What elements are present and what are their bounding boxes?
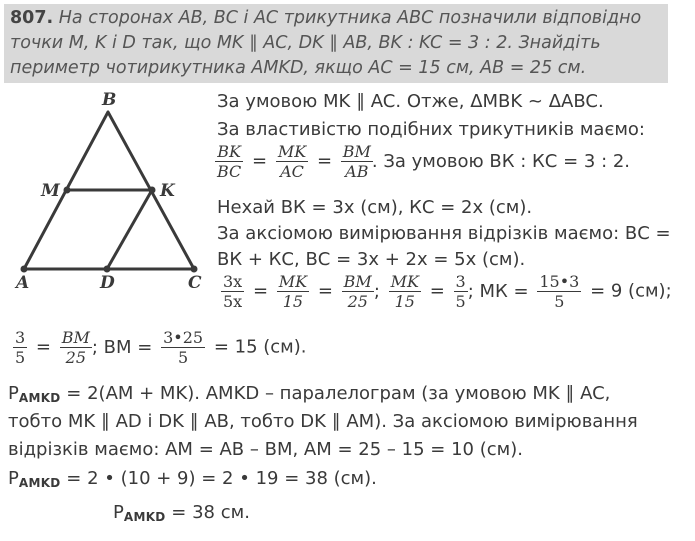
fraction-bk-bc: $\frac{BK}{BC}$ <box>217 142 242 181</box>
problem-number: 807. <box>10 8 54 28</box>
solution-line-4: Нехай ВК = 3x (см), КС = 2x (см). <box>217 197 533 218</box>
solution-line-5: За аксіомою вимірювання відрізків маємо: ВС = <box>217 223 671 244</box>
fraction-mk-ac: $\frac{MK}{AC}$ <box>277 142 307 181</box>
solution-ratio-row-1: $\frac{3x}{5x}$ = $\frac{MK}{15}$ = $\frac{BM}{25}$ ; $\frac{MK}{15}$ = $\frac{3}{5}$ ; МК = $\frac{15•3}{5}$ = 9 (см); <box>223 272 672 311</box>
label-c: C <box>188 273 202 288</box>
solution-line-1: За умовою MK ∥ AC. Отже, ΔMBK ~ ΔABC. <box>217 91 604 112</box>
solution-line-p2: тобто MK ∥ AD і DK ∥ AB, тобто DK ∥ AM). За аксіомою вимірювання <box>8 411 638 432</box>
solution-line-2: За властивістю подібних трикутників маємо: <box>217 119 645 140</box>
point-c <box>191 266 198 273</box>
perimeter-formula-line: $P_{AMKD} = 2(AM + MK)$. AMKD – паралелограм (за умовою MK ∥ AC, <box>8 383 611 405</box>
problem-statement <box>4 4 668 83</box>
solution-line-6: ВК + КС, ВС = 3x + 2x = 5x (см). <box>217 249 526 270</box>
segment-dk <box>107 190 152 269</box>
fraction-mk-15-b: $\frac{MK}{15}$ <box>390 272 419 311</box>
solution-ratio-row-2: $\frac{3}{5}$ = $\frac{BM}{25}$ ; ВМ = $\frac{3•25}{5}$ = 15 (см). <box>15 328 307 367</box>
point-d <box>104 266 111 273</box>
perimeter-calc-line: $P_{AMKD} = 2$ • (10 + 9) = 2 • 19 = 38 (см). <box>8 468 377 490</box>
fraction-3x25-5: $\frac{3•25}{5}$ <box>163 328 204 367</box>
label-k: K <box>160 181 175 201</box>
problem-line-3: периметр чотирикутника AMKD, якщо AC = 15 см, AB = 25 см. <box>10 58 587 78</box>
label-m: M <box>41 181 60 201</box>
point-k <box>149 187 156 194</box>
fraction-3x-5x: $\frac{3x}{5x}$ <box>223 272 243 311</box>
label-a: A <box>16 273 30 288</box>
point-m <box>64 187 71 194</box>
fraction-bm-25-b: $\frac{BM}{25}$ <box>61 328 90 367</box>
fraction-3-5: $\frac{3}{5}$ <box>455 272 466 311</box>
fraction-3-5-b: $\frac{3}{5}$ <box>15 328 26 367</box>
solution-line-p3: відрізків маємо: AM = AB – BM, AM = 25 – 15 = 10 (см). <box>8 439 523 460</box>
problem-line-1: 807. На сторонах AB, BC і AC трикутника ABC позначили відповідно <box>10 8 642 28</box>
answer-line: $P_{AMKD} = 38$ см. <box>113 502 250 524</box>
fraction-mk-15: $\frac{MK}{15}$ <box>278 272 308 311</box>
solution-line-3: $\frac{BK}{BC}$ = $\frac{MK}{AC}$ = $\frac{BM}{AB}$ . За умовою ВК : КС = 3 : 2. <box>217 142 631 181</box>
label-b: B <box>102 90 117 110</box>
fraction-15x3-5: $\frac{15•3}{5}$ <box>539 272 580 311</box>
point-a <box>21 266 28 273</box>
fraction-bm-25: $\frac{BM}{25}$ <box>343 272 372 311</box>
problem-line-2: точки M, K і D так, що MK ∥ AC, DK ∥ AB, BK : KC = 3 : 2. Знайдіть <box>10 33 601 53</box>
fraction-bm-ab: $\frac{BM}{AB}$ <box>342 142 371 181</box>
label-d: D <box>100 273 115 288</box>
triangle-diagram <box>10 88 225 288</box>
